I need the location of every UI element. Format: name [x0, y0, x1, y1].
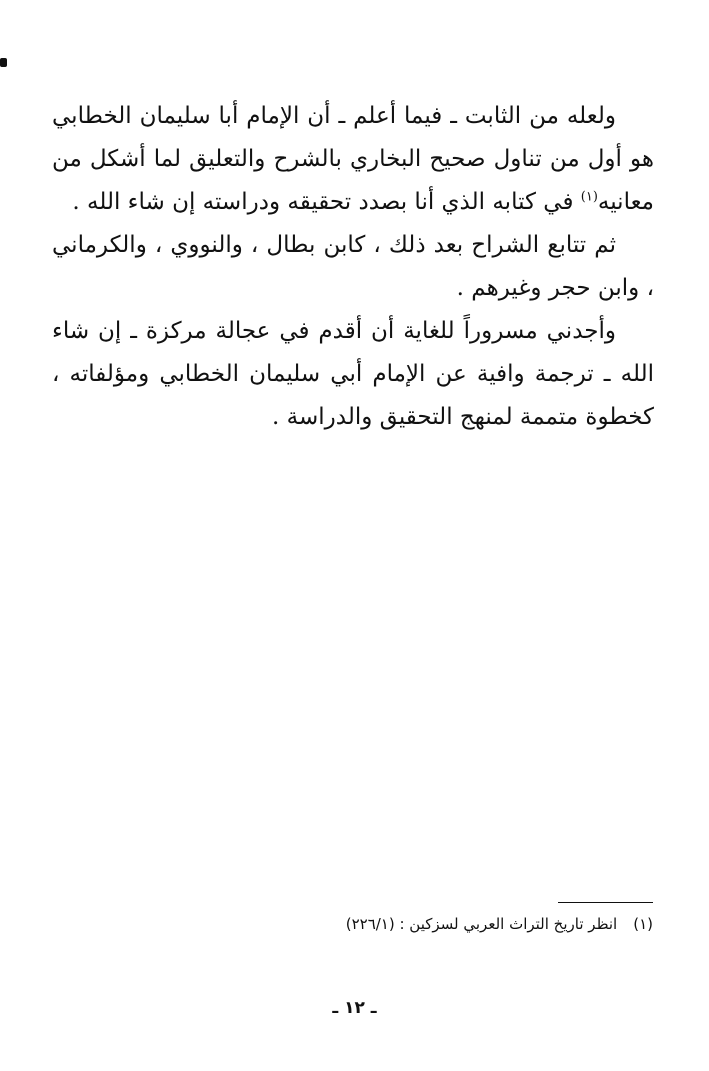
scan-mark — [0, 58, 7, 67]
footnote-text: انظر تاريخ التراث العربي لسزكين : (٢٢٦/١) — [345, 915, 618, 933]
paragraph-3: وأجدني مسروراً للغاية أن أقدم في عجالة مركزة ـ إن شاء الله ـ ترجمة وافية عن الإمام أبي سليمان الخطابي ومؤلفاته ، كخطوة متممة لمنهج التحقيق والدراسة . — [52, 318, 654, 430]
paragraph-1-text-continued: في كتابه الذي أنا بصدد تحقيقه ودراسته إن شاء الله . — [72, 189, 581, 215]
paragraph-1-text: ولعله من الثابت ـ فيما أعلم ـ أن الإمام أبا سليمان الخطابي هو أول من تناول صحيح البخاري بالشرح والتعليق لما أشكل من معانيه — [52, 103, 654, 215]
footnote-reference: (١) — [580, 189, 598, 205]
footnote — [253, 912, 653, 936]
footnote-separator — [558, 902, 653, 903]
main-text — [52, 95, 654, 439]
footnote-number: (١) — [633, 915, 653, 933]
page-number: ـ ١٢ ـ — [332, 998, 377, 1018]
paragraph-1 — [52, 95, 654, 224]
paragraph-2: ثم تتابع الشراح بعد ذلك ، كابن بطال ، والنووي ، والكرماني ، وابن حجر وغيرهم . — [52, 232, 654, 301]
